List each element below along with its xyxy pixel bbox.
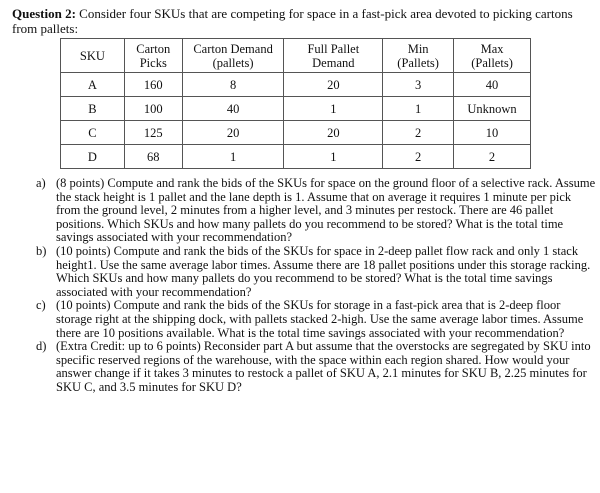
- part-text: (Extra Credit: up to 6 points) Reconsider part A but assume that the overstocks are segregated by SKU into specific reserved regions of the warehouse, with the space within each region shared. How would your answer change if it takes 3 minutes to restock a pallet of SKU A, 2.1 minutes for SKU B, 2.25 minutes for SKU C, and 3.5 minutes for SKU D?: [56, 339, 591, 394]
- part-marker: a): [36, 176, 46, 190]
- table-row: [61, 121, 531, 145]
- table-cell: 100: [124, 97, 182, 121]
- table-cell: 1: [284, 145, 383, 169]
- table-cell: 40: [454, 73, 531, 97]
- table-row: [61, 97, 531, 121]
- table-cell: 2: [454, 145, 531, 169]
- table-cell: 1: [383, 97, 454, 121]
- part-marker: c): [36, 298, 46, 313]
- table-cell: 2: [383, 121, 454, 145]
- table-cell: 10: [454, 121, 531, 145]
- table-cell: 20: [182, 121, 284, 145]
- question-intro: [12, 6, 594, 36]
- header-full-pallet-demand: Full Pallet Demand: [284, 39, 383, 73]
- part-marker: b): [36, 243, 47, 258]
- table-cell: 20: [284, 121, 383, 145]
- question-parts-list: [36, 177, 596, 395]
- header-carton-demand: Carton Demand (pallets): [182, 39, 284, 73]
- table-cell: 20: [284, 73, 383, 97]
- header-sku: SKU: [61, 39, 125, 73]
- table-row: [61, 73, 531, 97]
- table-cell: 68: [124, 145, 182, 169]
- question-label: Question 2:: [12, 6, 76, 21]
- question-part-a: [36, 177, 596, 245]
- table-row: [61, 145, 531, 169]
- table-cell: 160: [124, 73, 182, 97]
- header-carton-picks: Carton Picks: [124, 39, 182, 73]
- table-cell: B: [61, 97, 125, 121]
- table-cell: Unknown: [454, 97, 531, 121]
- part-text: (10 points) Compute and rank the bids of the SKUs for storage in a fast-pick area that is 2-deep floor storage right at the shipping dock, with pallets stacked 2-high. Use the same average labor times. Assume there are 10 positions available. What is the total time savings associated with your recommendation?: [56, 298, 584, 340]
- table-cell: 3: [383, 73, 454, 97]
- table-cell: 1: [284, 97, 383, 121]
- question-part-b: [36, 245, 596, 299]
- table-header-row: [61, 39, 531, 73]
- table-cell: 40: [182, 97, 284, 121]
- header-max-pallets: Max (Pallets): [454, 39, 531, 73]
- table-cell: 2: [383, 145, 454, 169]
- table-cell: D: [61, 145, 125, 169]
- table-cell: A: [61, 73, 125, 97]
- part-text: (10 points) Compute and rank the bids of the SKUs for space in 2-deep pallet flow rack and only 1 stack height1. Use the same average labor times. Assume there are 18 pallet positions under this storage racking. Which SKUs and how many pallets do you recommend to be stored? What is the total time savings associated with your recommendation?: [56, 243, 591, 299]
- question-part-c: [36, 299, 596, 340]
- sku-table: [60, 38, 531, 169]
- part-marker: d): [36, 339, 47, 354]
- table-cell: 8: [182, 73, 284, 97]
- question-text: Consider four SKUs that are competing for space in a fast-pick area devoted to picking cartons from pallets:: [12, 6, 573, 36]
- table-cell: 1: [182, 145, 284, 169]
- part-text: (8 points) Compute and rank the bids of the SKUs for space on the ground floor of a selective rack. Assume the stack height is 1 pallet and the lane depth is 1. Assume that on average it requires 1 minute per pick from the ground level, 2 minutes from a higher level, and 3 minutes per restock. There are 46 pallet positions. Which SKUs and how many pallets do you recommend to be stored? What is the total time savings associated with your recommendation?: [56, 176, 596, 245]
- header-min-pallets: Min (Pallets): [383, 39, 454, 73]
- table-cell: 125: [124, 121, 182, 145]
- table-cell: C: [61, 121, 125, 145]
- question-part-d: [36, 340, 596, 394]
